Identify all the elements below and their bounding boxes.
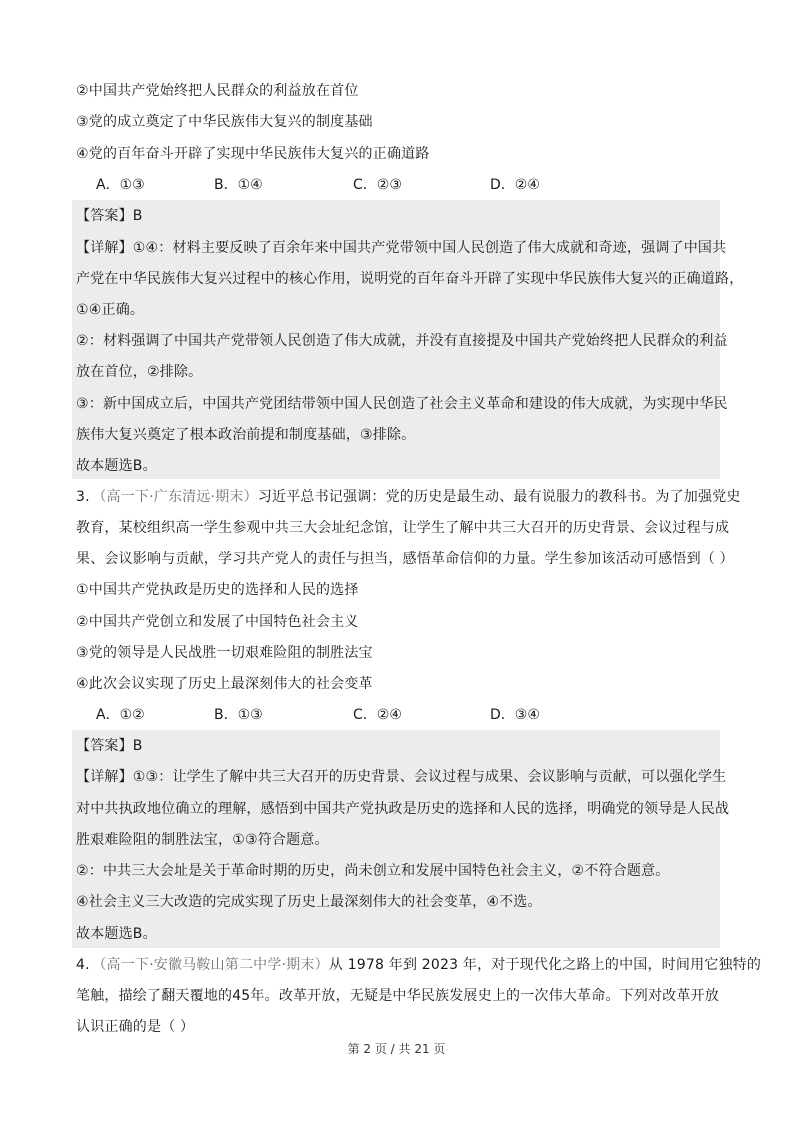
q2-statement-4: ④党的百年奋斗开辟了实现中华民族伟大复兴的正确道路 — [76, 146, 430, 162]
q3-statement-1: ①中国共产党执政是历史的选择和人民的选择 — [76, 582, 359, 598]
q2-conclusion: 故本题选B。 — [76, 458, 157, 474]
q2-detail-line: 【详解】①④：材料主要反映了百余年来中国共产党带领中国人民创造了伟大成就和奇迹，强调了中国共 — [76, 240, 727, 256]
q3-detail-line: 胜艰难险阻的制胜法宝，①③符合题意。 — [76, 832, 329, 848]
q2-detail-line: 放在首位，②排除。 — [76, 364, 203, 380]
q2-answer: 【答案】B — [76, 208, 143, 224]
q2-statement-3: ③党的成立奠定了中华民族伟大复兴的制度基础 — [76, 114, 373, 130]
q4-source: （高一下·安徽马鞍山第二中学·期末） — [99, 957, 329, 973]
q2-detail-line: 族伟大复兴奠定了根本政治前提和制度基础，③排除。 — [76, 427, 416, 443]
q3-answer: 【答案】B — [76, 738, 143, 754]
q3-source: （高一下·广东清远·期末） — [99, 489, 258, 505]
q3-stem-first-line — [76, 487, 741, 507]
q2-option-a: A．①③ — [96, 177, 145, 193]
q3-detail-line: ④社会主义三大改造的完成实现了历史上最深刻伟大的社会变革，④不选。 — [76, 894, 542, 910]
q3-statement-2: ②中国共产党创立和发展了中国特色社会主义 — [76, 614, 359, 630]
q3-detail-line: 对中共执政地位确立的理解，感悟到中国共产党执政是历史的选择和人民的选择，明确党的领导是人民战 — [76, 801, 730, 817]
q3-number: 3． — [76, 489, 100, 505]
q3-stem-line: 教育，某校组织高一学生参观中共三大会址纪念馆，让学生了解中共三大召开的历史背景、会议过程与成 — [76, 520, 730, 536]
q4-number: 4． — [76, 957, 100, 973]
q2-detail-line: ①④正确。 — [76, 302, 145, 318]
q2-statement-2: ②中国共产党始终把人民群众的利益放在首位 — [76, 83, 359, 99]
page-footer: 第 2 页 / 共 21 页 — [347, 1042, 446, 1056]
q3-option-b: B．①③ — [214, 707, 263, 723]
q3-option-d: D．③④ — [490, 707, 540, 723]
q3-statement-4: ④此次会议实现了历史上最深刻伟大的社会变革 — [76, 676, 373, 692]
q4-stem-first-line — [76, 955, 761, 975]
q4-stem-text: 从 1978 年到 2023 年，对于现代化之路上的中国，时间用它独特的 — [328, 957, 762, 973]
q2-option-d: D．②④ — [490, 177, 540, 193]
q3-stem-text: 习近平总书记强调：党的历史是最生动、最有说服力的教科书。为了加强党史 — [257, 489, 741, 505]
q2-detail-line: ②：材料强调了中国共产党带领人民创造了伟大成就，并没有直接提及中国共产党始终把人民群众的利益 — [76, 333, 728, 349]
q2-option-c: C．②③ — [353, 177, 402, 193]
q3-conclusion: 故本题选B。 — [76, 926, 157, 942]
q2-detail-line: 产党在中华民族伟大复兴过程中的核心作用，说明党的百年奋斗开辟了实现中华民族伟大复兴的正确道路， — [76, 271, 744, 287]
q4-stem-line: 笔触，描绘了翻天覆地的45年。改革开放，无疑是中华民族发展史上的一次伟大革命。下列对改革开放 — [76, 988, 720, 1004]
q3-stem-line: 果、会议影响与贡献，学习共产党人的责任与担当，感悟革命信仰的力量。学生参加该活动可感悟到（ ） — [76, 551, 734, 567]
q3-option-a: A．①② — [96, 707, 145, 723]
q3-detail-line: ②：中共三大会址是关于革命时期的历史，尚未创立和发展中国特色社会主义，②不符合题意。 — [76, 863, 670, 879]
q3-option-c: C．②④ — [353, 707, 402, 723]
q2-detail-line: ③：新中国成立后，中国共产党团结带领中国人民创造了社会主义革命和建设的伟大成就，为实现中华民 — [76, 396, 728, 412]
q3-detail-line: 【详解】①③：让学生了解中共三大召开的历史背景、会议过程与成果、会议影响与贡献，可以强化学生 — [76, 769, 727, 785]
q4-stem-line: 认识正确的是（ ） — [76, 1019, 195, 1035]
q3-statement-3: ③党的领导是人民战胜一切艰难险阻的制胜法宝 — [76, 645, 373, 661]
q2-option-b: B．①④ — [214, 177, 263, 193]
